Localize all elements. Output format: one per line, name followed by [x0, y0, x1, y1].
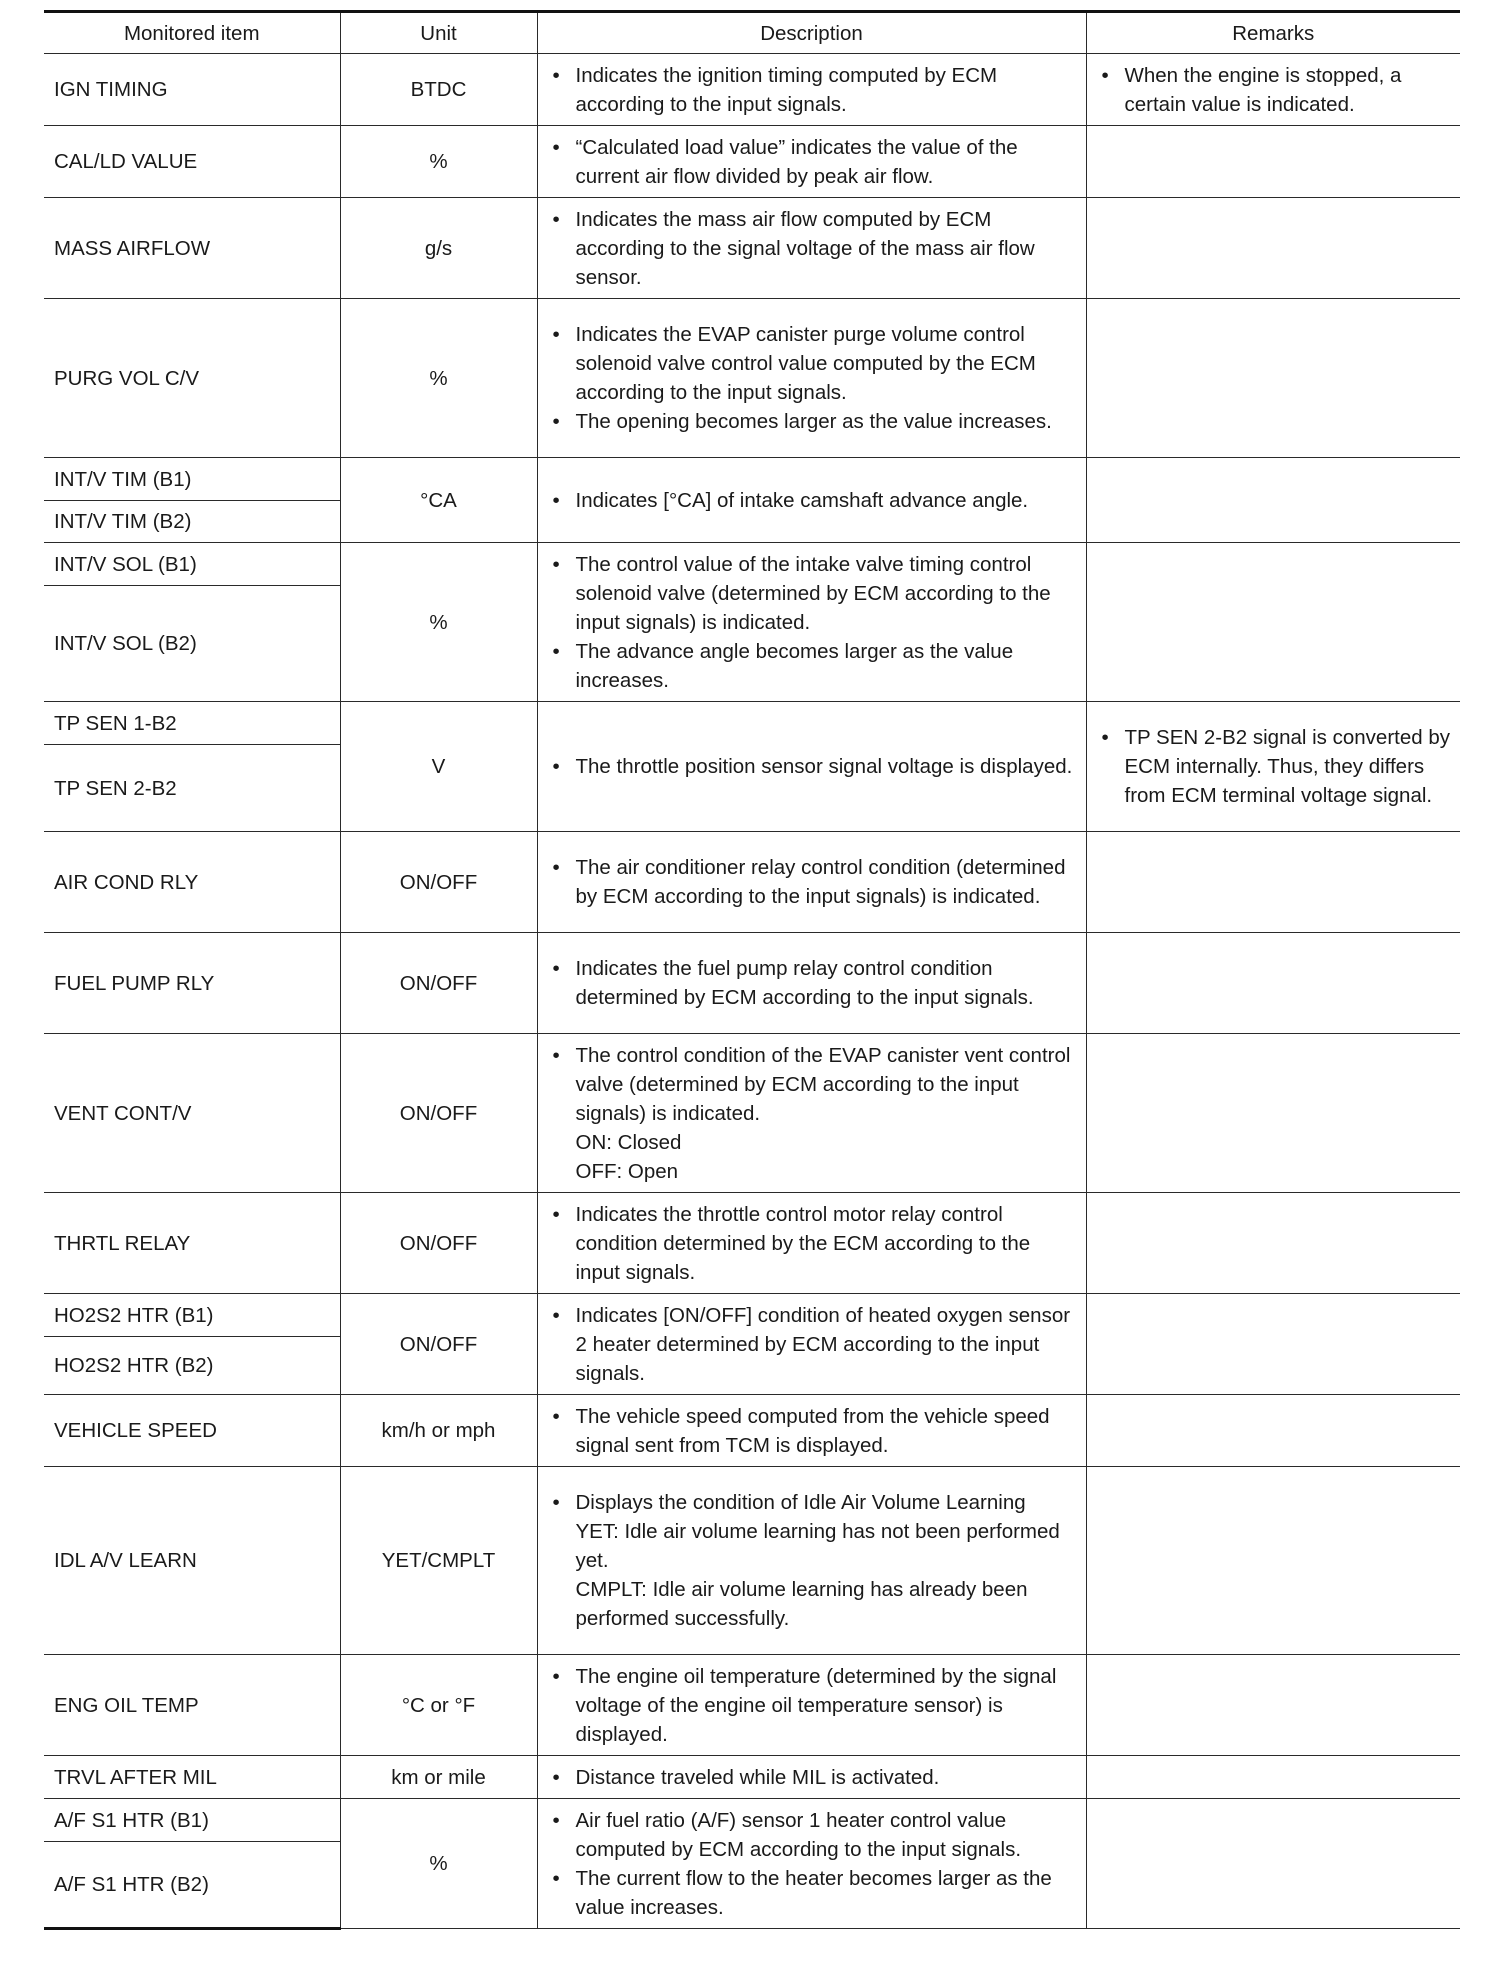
table-row	[44, 543, 1460, 586]
remarks-cell	[1086, 1193, 1460, 1294]
description-bullet: • The air conditioner relay control condition (determined by ECM according to the input signals) is indicated.	[548, 853, 1076, 911]
description-text: Displays the condition of Idle Air Volume Learning	[575, 1491, 1026, 1514]
unit-cell: ON/OFF	[340, 832, 537, 933]
description-cell	[537, 1799, 1086, 1929]
description-bullet: • “Calculated load value” indicates the value of the current air flow divided by peak air flow.	[548, 133, 1076, 191]
remarks-cell	[1086, 702, 1460, 832]
description-subline: CMPLT: Idle air volume learning has already been performed successfully.	[575, 1578, 1028, 1630]
table-header-row	[44, 12, 1460, 54]
unit-cell: V	[340, 702, 537, 832]
table-row	[44, 1655, 1460, 1756]
remarks-cell	[1086, 1395, 1460, 1467]
header-description: Description	[537, 12, 1086, 54]
unit-cell: %	[340, 299, 537, 458]
description-cell	[537, 832, 1086, 933]
spec-table-container	[44, 10, 1460, 1930]
table-row	[44, 1395, 1460, 1467]
table-row	[44, 832, 1460, 933]
description-subline: ON: Closed	[575, 1130, 682, 1154]
unit-cell: g/s	[340, 198, 537, 299]
remark-bullet: • TP SEN 2-B2 signal is converted by ECM internally. Thus, they differs from ECM terminal voltage signal.	[1097, 723, 1451, 810]
item-cell: PURG VOL C/V	[44, 299, 340, 458]
unit-cell: °CA	[340, 458, 537, 543]
remarks-cell	[1086, 198, 1460, 299]
item-cell: HO2S2 HTR (B2)	[44, 1337, 340, 1395]
item-cell: ENG OIL TEMP	[44, 1655, 340, 1756]
description-bullet: • Indicates [°CA] of intake camshaft advance angle.	[548, 486, 1076, 515]
description-cell	[537, 543, 1086, 702]
unit-cell: %	[340, 1799, 537, 1929]
description-cell	[537, 458, 1086, 543]
description-bullet: • The engine oil temperature (determined by the signal voltage of the engine oil temperature sensor) is displayed.	[548, 1662, 1076, 1749]
description-bullet: • Indicates the EVAP canister purge volume control solenoid valve control value computed by the ECM according to the input signals.	[548, 320, 1076, 407]
description-bullet: • The throttle position sensor signal voltage is displayed.	[548, 752, 1076, 781]
description-cell	[537, 1034, 1086, 1193]
remarks-cell	[1086, 543, 1460, 702]
unit-cell: ON/OFF	[340, 1034, 537, 1193]
unit-cell: °C or °F	[340, 1655, 537, 1756]
unit-cell: km/h or mph	[340, 1395, 537, 1467]
table-row	[44, 702, 1460, 745]
description-cell	[537, 1395, 1086, 1467]
table-row	[44, 1799, 1460, 1842]
description-cell	[537, 933, 1086, 1034]
table-row	[44, 1193, 1460, 1294]
remarks-cell	[1086, 458, 1460, 543]
unit-cell: ON/OFF	[340, 1193, 537, 1294]
remarks-cell	[1086, 54, 1460, 126]
item-cell: INT/V TIM (B2)	[44, 501, 340, 543]
item-cell: HO2S2 HTR (B1)	[44, 1294, 340, 1337]
description-cell	[537, 54, 1086, 126]
item-cell: THRTL RELAY	[44, 1193, 340, 1294]
description-bullet: • Indicates the fuel pump relay control condition determined by ECM according to the input signals.	[548, 954, 1076, 1012]
table-row	[44, 1756, 1460, 1799]
unit-cell: %	[340, 126, 537, 198]
description-bullet: • The current flow to the heater becomes larger as the value increases.	[548, 1864, 1076, 1922]
item-cell: MASS AIRFLOW	[44, 198, 340, 299]
item-cell: INT/V SOL (B1)	[44, 543, 340, 586]
remarks-cell	[1086, 299, 1460, 458]
remarks-cell	[1086, 1756, 1460, 1799]
description-bullet: • Distance traveled while MIL is activated.	[548, 1763, 1076, 1792]
table-row	[44, 933, 1460, 1034]
item-cell: VENT CONT/V	[44, 1034, 340, 1193]
header-remarks: Remarks	[1086, 12, 1460, 54]
item-cell: VEHICLE SPEED	[44, 1395, 340, 1467]
remarks-cell	[1086, 933, 1460, 1034]
description-cell	[537, 198, 1086, 299]
description-bullet: • The opening becomes larger as the value increases.	[548, 407, 1076, 436]
description-text: The control condition of the EVAP canister vent control valve (determined by ECM according to the input signals) is indicated.	[575, 1043, 1071, 1125]
description-bullet: • Indicates the ignition timing computed by ECM according to the input signals.	[548, 61, 1076, 119]
description-subline: OFF: Open	[575, 1159, 679, 1183]
description-bullet: • Indicates the throttle control motor relay control condition determined by the ECM according to the input signals.	[548, 1200, 1076, 1287]
item-cell: FUEL PUMP RLY	[44, 933, 340, 1034]
description-cell	[537, 1655, 1086, 1756]
description-subline: YET: Idle air volume learning has not been performed yet.	[575, 1520, 1060, 1572]
description-cell	[537, 1294, 1086, 1395]
unit-cell: ON/OFF	[340, 1294, 537, 1395]
description-cell	[537, 299, 1086, 458]
description-cell	[537, 1193, 1086, 1294]
unit-cell: YET/CMPLT	[340, 1467, 537, 1655]
table-row	[44, 299, 1460, 458]
unit-cell: ON/OFF	[340, 933, 537, 1034]
item-cell: TP SEN 2-B2	[44, 745, 340, 832]
item-cell: AIR COND RLY	[44, 832, 340, 933]
header-unit: Unit	[340, 12, 537, 54]
table-row	[44, 198, 1460, 299]
description-cell	[537, 1756, 1086, 1799]
table-row	[44, 126, 1460, 198]
unit-cell: BTDC	[340, 54, 537, 126]
item-cell: TP SEN 1-B2	[44, 702, 340, 745]
description-cell	[537, 126, 1086, 198]
remarks-cell	[1086, 1034, 1460, 1193]
table-row	[44, 1034, 1460, 1193]
table-row	[44, 458, 1460, 501]
remarks-cell	[1086, 126, 1460, 198]
remark-bullet: • When the engine is stopped, a certain value is indicated.	[1097, 61, 1451, 119]
remarks-cell	[1086, 1655, 1460, 1756]
item-cell: TRVL AFTER MIL	[44, 1756, 340, 1799]
item-cell: A/F S1 HTR (B1)	[44, 1799, 340, 1842]
remarks-cell	[1086, 1467, 1460, 1655]
item-cell: CAL/LD VALUE	[44, 126, 340, 198]
table-row	[44, 54, 1460, 126]
description-bullet: • The control value of the intake valve timing control solenoid valve (determined by ECM according to the input signals) is indicated.	[548, 550, 1076, 637]
item-cell: INT/V SOL (B2)	[44, 586, 340, 702]
remarks-cell	[1086, 832, 1460, 933]
remarks-cell	[1086, 1799, 1460, 1929]
item-cell: IDL A/V LEARN	[44, 1467, 340, 1655]
remarks-cell	[1086, 1294, 1460, 1395]
description-bullet: • The vehicle speed computed from the vehicle speed signal sent from TCM is displayed.	[548, 1402, 1076, 1460]
description-bullet	[548, 1488, 1076, 1633]
description-bullet	[548, 1041, 1076, 1186]
header-monitored-item: Monitored item	[44, 12, 340, 54]
description-bullet: • Air fuel ratio (A/F) sensor 1 heater control value computed by ECM according to the input signals.	[548, 1806, 1076, 1864]
description-cell	[537, 702, 1086, 832]
item-cell: INT/V TIM (B1)	[44, 458, 340, 501]
unit-cell: %	[340, 543, 537, 702]
item-cell: A/F S1 HTR (B2)	[44, 1842, 340, 1929]
monitored-items-table	[44, 10, 1460, 1930]
description-bullet: • The advance angle becomes larger as the value increases.	[548, 637, 1076, 695]
table-row	[44, 1294, 1460, 1337]
item-cell: IGN TIMING	[44, 54, 340, 126]
unit-cell: km or mile	[340, 1756, 537, 1799]
description-bullet: • Indicates [ON/OFF] condition of heated oxygen sensor 2 heater determined by ECM according to the input signals.	[548, 1301, 1076, 1388]
description-cell	[537, 1467, 1086, 1655]
table-row	[44, 1467, 1460, 1655]
description-bullet: • Indicates the mass air flow computed by ECM according to the signal voltage of the mass air flow sensor.	[548, 205, 1076, 292]
